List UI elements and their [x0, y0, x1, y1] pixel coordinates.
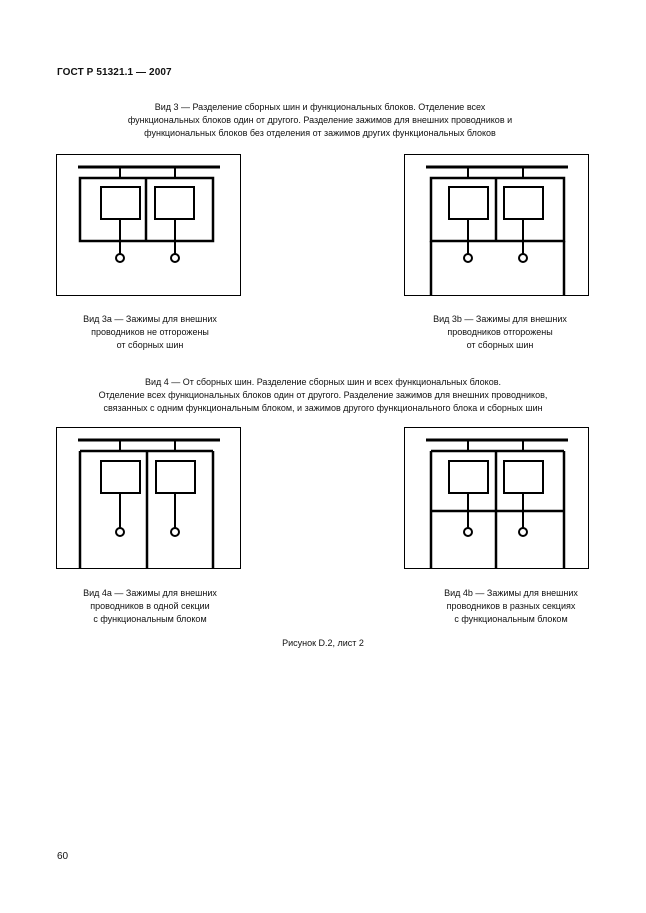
terminal [116, 254, 124, 262]
caption-line: с функциональным блоком [454, 614, 568, 624]
terminal [519, 254, 527, 262]
caption-line: Вид 4b — Зажимы для внешних [444, 588, 578, 598]
caption-line: проводников в одной секции [90, 601, 210, 611]
functional-unit [504, 461, 543, 493]
diagram-3a [56, 154, 242, 297]
view-4-caption [40, 376, 606, 415]
caption-line: от сборных шин [466, 340, 534, 350]
terminal [171, 528, 179, 536]
caption-line: Отделение всех функциональных блоков один от другого. Разделение зажимов для внешних проводников, [98, 390, 548, 400]
caption-line: Вид 4а — Зажимы для внешних [83, 588, 217, 598]
view-4a-caption [50, 587, 250, 626]
caption-line: с функциональным блоком [93, 614, 207, 624]
view-3a-caption [50, 313, 250, 352]
caption-line: Вид 3 — Разделение сборных шин и функциональных блоков. Отделение всех [154, 102, 486, 112]
diagram-4a [56, 427, 242, 570]
caption-line: проводников отгорожены [447, 327, 553, 337]
caption-line: проводников не отгорожены [91, 327, 209, 337]
caption-line: Вид 3b — Зажимы для внешних [433, 314, 567, 324]
view-4b-caption [400, 587, 622, 626]
functional-unit [155, 187, 194, 219]
diagram-4b [404, 427, 590, 570]
view-3-caption [80, 101, 560, 140]
functional-unit [101, 187, 140, 219]
functional-unit [449, 461, 488, 493]
functional-unit [449, 187, 488, 219]
caption-line: Вид 4 — От сборных шин. Разделение сборных шин и всех функциональных блоков. [144, 377, 502, 387]
caption-line: от сборных шин [116, 340, 184, 350]
diagram-3b [404, 154, 590, 297]
functional-unit [156, 461, 195, 493]
figure-caption: Рисунок D.2, лист 2 [282, 638, 364, 648]
document-header: ГОСТ Р 51321.1 — 2007 [57, 67, 172, 78]
functional-unit [101, 461, 140, 493]
view-3b-caption [400, 313, 600, 352]
caption-line: проводников в разных секциях [446, 601, 576, 611]
terminal [519, 528, 527, 536]
caption-line: Вид 3а — Зажимы для внешних [83, 314, 217, 324]
terminal [464, 254, 472, 262]
terminal [464, 528, 472, 536]
caption-line: функциональных блоков без отделения от зажимов других функциональных блоков [144, 128, 496, 138]
page-number: 60 [57, 851, 69, 862]
caption-line: функциональных блоков один от другого. Разделение зажимов для внешних проводников и [127, 115, 513, 125]
functional-unit [504, 187, 543, 219]
caption-line: связанных с одним функциональным блоком, и зажимов другого функционального блока и сборных шин [103, 403, 543, 413]
terminal [116, 528, 124, 536]
terminal [171, 254, 179, 262]
